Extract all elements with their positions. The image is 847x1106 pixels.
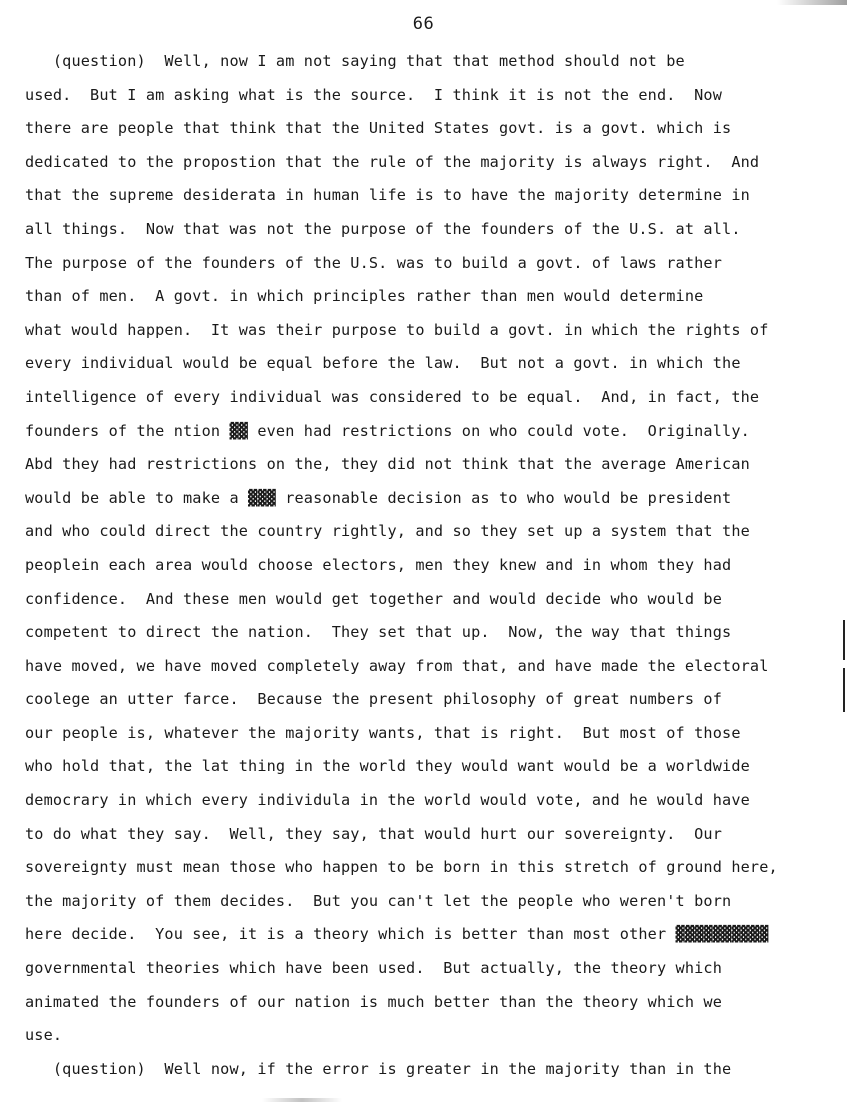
text-line: all things. Now that was not the purpose of the founders of the U.S. at all. — [25, 219, 741, 238]
text-line: use. — [25, 1026, 63, 1045]
text-line: The purpose of the founders of the U.S. was to build a govt. of laws rather — [25, 253, 723, 272]
text-line: our people is, whatever the majority wants, that is right. But most of those — [25, 723, 741, 742]
text-line: the majority of them decides. But you can't let the people who weren't born — [25, 891, 732, 910]
margin-mark — [843, 668, 845, 712]
text-line: (question) Well, now I am not saying that that method should not be — [25, 52, 685, 70]
page-number: 66 — [412, 14, 435, 34]
scan-smudge — [777, 0, 847, 5]
text-line: founders of the ntion ▓▓ even had restrictions on who could vote. Originally. — [25, 421, 750, 440]
scan-smudge — [262, 1098, 342, 1102]
margin-mark — [843, 620, 845, 660]
text-line: what would happen. It was their purpose to build a govt. in which the rights of — [25, 320, 769, 339]
text-line: every individual would be equal before the law. But not a govt. in which the — [25, 354, 741, 373]
typed-text-body — [25, 49, 835, 1090]
text-line: to do what they say. Well, they say, that would hurt our sovereignty. Our — [25, 824, 723, 843]
text-line: there are people that think that the United States govt. is a govt. which is — [25, 119, 732, 138]
text-line: here decide. You see, it is a theory which is better than most other ▓▓▓▓▓▓▓▓▓▓ — [25, 925, 769, 944]
text-line: than of men. A govt. in which principles rather than men would determine — [25, 287, 704, 306]
text-line: Abd they had restrictions on the, they did not think that the average American — [25, 455, 750, 474]
text-line: intelligence of every individual was considered to be equal. And, in fact, the — [25, 387, 760, 406]
text-line: peoplein each area would choose electors, men they knew and in whom they had — [25, 555, 732, 574]
text-line: that the supreme desiderata in human life is to have the majority determine in — [25, 186, 750, 205]
text-line: coolege an utter farce. Because the present philosophy of great numbers of — [25, 690, 723, 709]
text-line: animated the founders of our nation is much better than the theory which we — [25, 992, 723, 1011]
text-line: used. But I am asking what is the source. I think it is not the end. Now — [25, 85, 723, 104]
text-line: democrary in which every individula in the world would vote, and he would have — [25, 791, 750, 810]
text-line: who hold that, the lat thing in the world they would want would be a worldwide — [25, 757, 750, 776]
text-line: competent to direct the nation. They set that up. Now, the way that things — [25, 623, 732, 642]
text-line: sovereignty must mean those who happen to be born in this stretch of ground here, — [25, 858, 778, 877]
text-line: confidence. And these men would get together and would decide who would be — [25, 589, 723, 608]
text-line: dedicated to the propostion that the rule of the majority is always right. And — [25, 152, 760, 171]
text-line: (question) Well now, if the error is greater in the majority than in the — [25, 1059, 732, 1078]
text-line: have moved, we have moved completely away from that, and have made the electoral — [25, 656, 769, 675]
text-line: would be able to make a ▓▓▓ reasonable decision as to who would be president — [25, 488, 732, 507]
text-line: governmental theories which have been used. But actually, the theory which — [25, 959, 723, 978]
text-line: and who could direct the country rightly, and so they set up a system that the — [25, 522, 750, 541]
